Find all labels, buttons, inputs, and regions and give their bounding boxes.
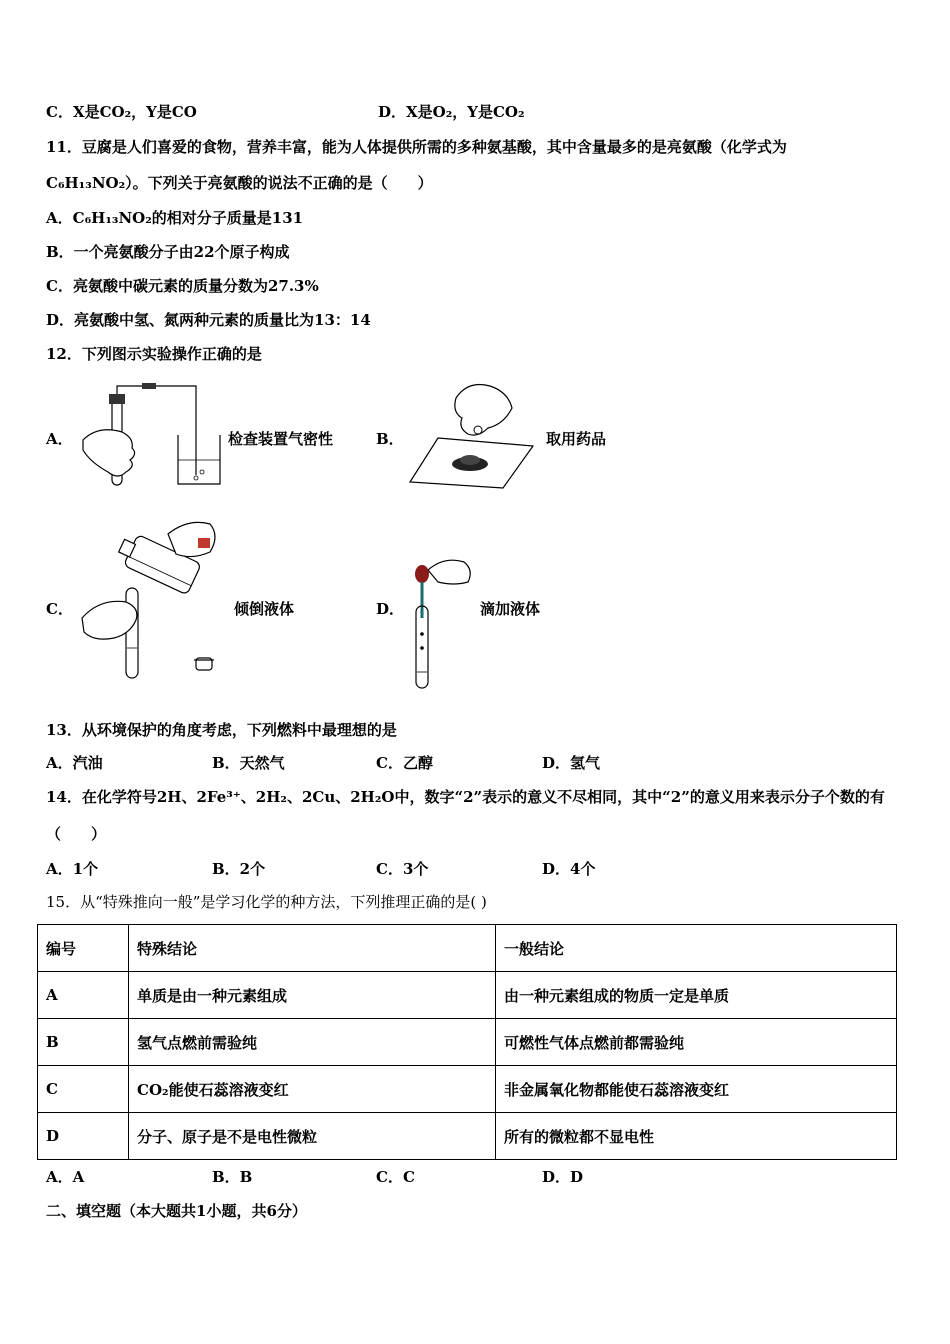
table-cell: 所有的微粒都不显电性 — [496, 1113, 897, 1160]
table-row — [38, 972, 897, 1019]
q12-d-letter: D． — [376, 600, 405, 618]
table-cell: 非金属氧化物都能使石蕊溶液变红 — [496, 1066, 897, 1113]
q10-option-d: D．X是O₂，Y是CO₂ — [378, 103, 525, 121]
q13-option-c: C．乙醇 — [376, 754, 433, 772]
q11-stem-line1: 11．豆腐是人们喜爱的食物，营养丰富，能为人体提供所需的多种氨基酸，其中含量最多的是亮氨酸（化学式为 — [46, 138, 787, 156]
table-row — [38, 1019, 897, 1066]
table-cell: 单质是由一种元素组成 — [129, 972, 496, 1019]
table-header-cell: 编号 — [38, 925, 129, 972]
q14-stem-line1: 14．在化学符号2H、2Fe³⁺、2H₂、2Cu、2H₂O中，数字“2”表示的意义不尽相同，其中“2”的意义用来表示分子个数的有 — [46, 788, 885, 806]
take-reagent-figure — [408, 378, 538, 493]
table-row — [38, 1066, 897, 1113]
table-cell: 可燃性气体点燃前都需验纯 — [496, 1019, 897, 1066]
section-title: 二、填空题（本大题共1小题，共6分） — [46, 1202, 307, 1220]
q15-stem: 15．从“特殊推向一般”是学习化学的种方法，下列推理正确的是( ) — [46, 893, 487, 911]
q13-option-d: D．氢气 — [542, 754, 601, 772]
q14-option-b: B．2个 — [212, 860, 266, 878]
airtightness-check-figure — [78, 380, 228, 490]
q14-option-d: D．4个 — [542, 860, 596, 878]
q15-option-a: A．A — [46, 1168, 85, 1186]
table-cell: B — [38, 1019, 129, 1066]
q14-option-c: C．3个 — [376, 860, 429, 878]
q15-option-c: C．C — [376, 1168, 415, 1186]
q13-option-b: B．天然气 — [212, 754, 285, 772]
add-drops-figure — [408, 556, 478, 691]
q10-option-c: C．X是CO₂，Y是CO — [46, 103, 197, 121]
q15-table — [37, 924, 897, 1160]
table-cell: 由一种元素组成的物质一定是单质 — [496, 972, 897, 1019]
q11-option-c: C．亮氨酸中碳元素的质量分数为27.3% — [46, 277, 319, 295]
q13-stem: 13．从环境保护的角度考虑，下列燃料中最理想的是 — [46, 721, 397, 739]
q12-b-letter: B． — [376, 430, 404, 448]
q11-stem-line2: C₆H₁₃NO₂）。下列关于亮氨酸的说法不正确的是（ ） — [46, 174, 433, 192]
q11-option-b: B．一个亮氨酸分子由22个原子构成 — [46, 243, 290, 261]
table-cell: 分子、原子是不是电性微粒 — [129, 1113, 496, 1160]
table-cell: C — [38, 1066, 129, 1113]
table-header-row — [38, 925, 897, 972]
table-row — [38, 1113, 897, 1160]
table-header-cell: 一般结论 — [496, 925, 897, 972]
q13-option-a: A．汽油 — [46, 754, 103, 772]
q12-d-caption: 滴加液体 — [480, 600, 541, 618]
q12-b-caption: 取用药品 — [546, 430, 607, 448]
q15-option-d: D．D — [542, 1168, 584, 1186]
table-cell: D — [38, 1113, 129, 1160]
pour-liquid-figure — [80, 508, 225, 683]
q12-c-letter: C． — [46, 600, 73, 618]
q11-option-a: A．C₆H₁₃NO₂的相对分子质量是131 — [46, 209, 304, 227]
table-cell: CO₂能使石蕊溶液变红 — [129, 1066, 496, 1113]
table-header-cell: 特殊结论 — [129, 925, 496, 972]
q14-stem-line2: （ ） — [46, 825, 107, 843]
table-cell: 氢气点燃前需验纯 — [129, 1019, 496, 1066]
q12-c-caption: 倾倒液体 — [234, 600, 295, 618]
q15-option-b: B．B — [212, 1168, 253, 1186]
q12-a-letter: A． — [46, 430, 73, 448]
q12-stem: 12．下列图示实验操作正确的是 — [46, 345, 262, 363]
q12-a-caption: 检查装置气密性 — [228, 430, 334, 448]
q14-option-a: A．1个 — [46, 860, 99, 878]
table-cell: A — [38, 972, 129, 1019]
q11-option-d: D．亮氨酸中氢、氮两种元素的质量比为13：14 — [46, 311, 371, 329]
